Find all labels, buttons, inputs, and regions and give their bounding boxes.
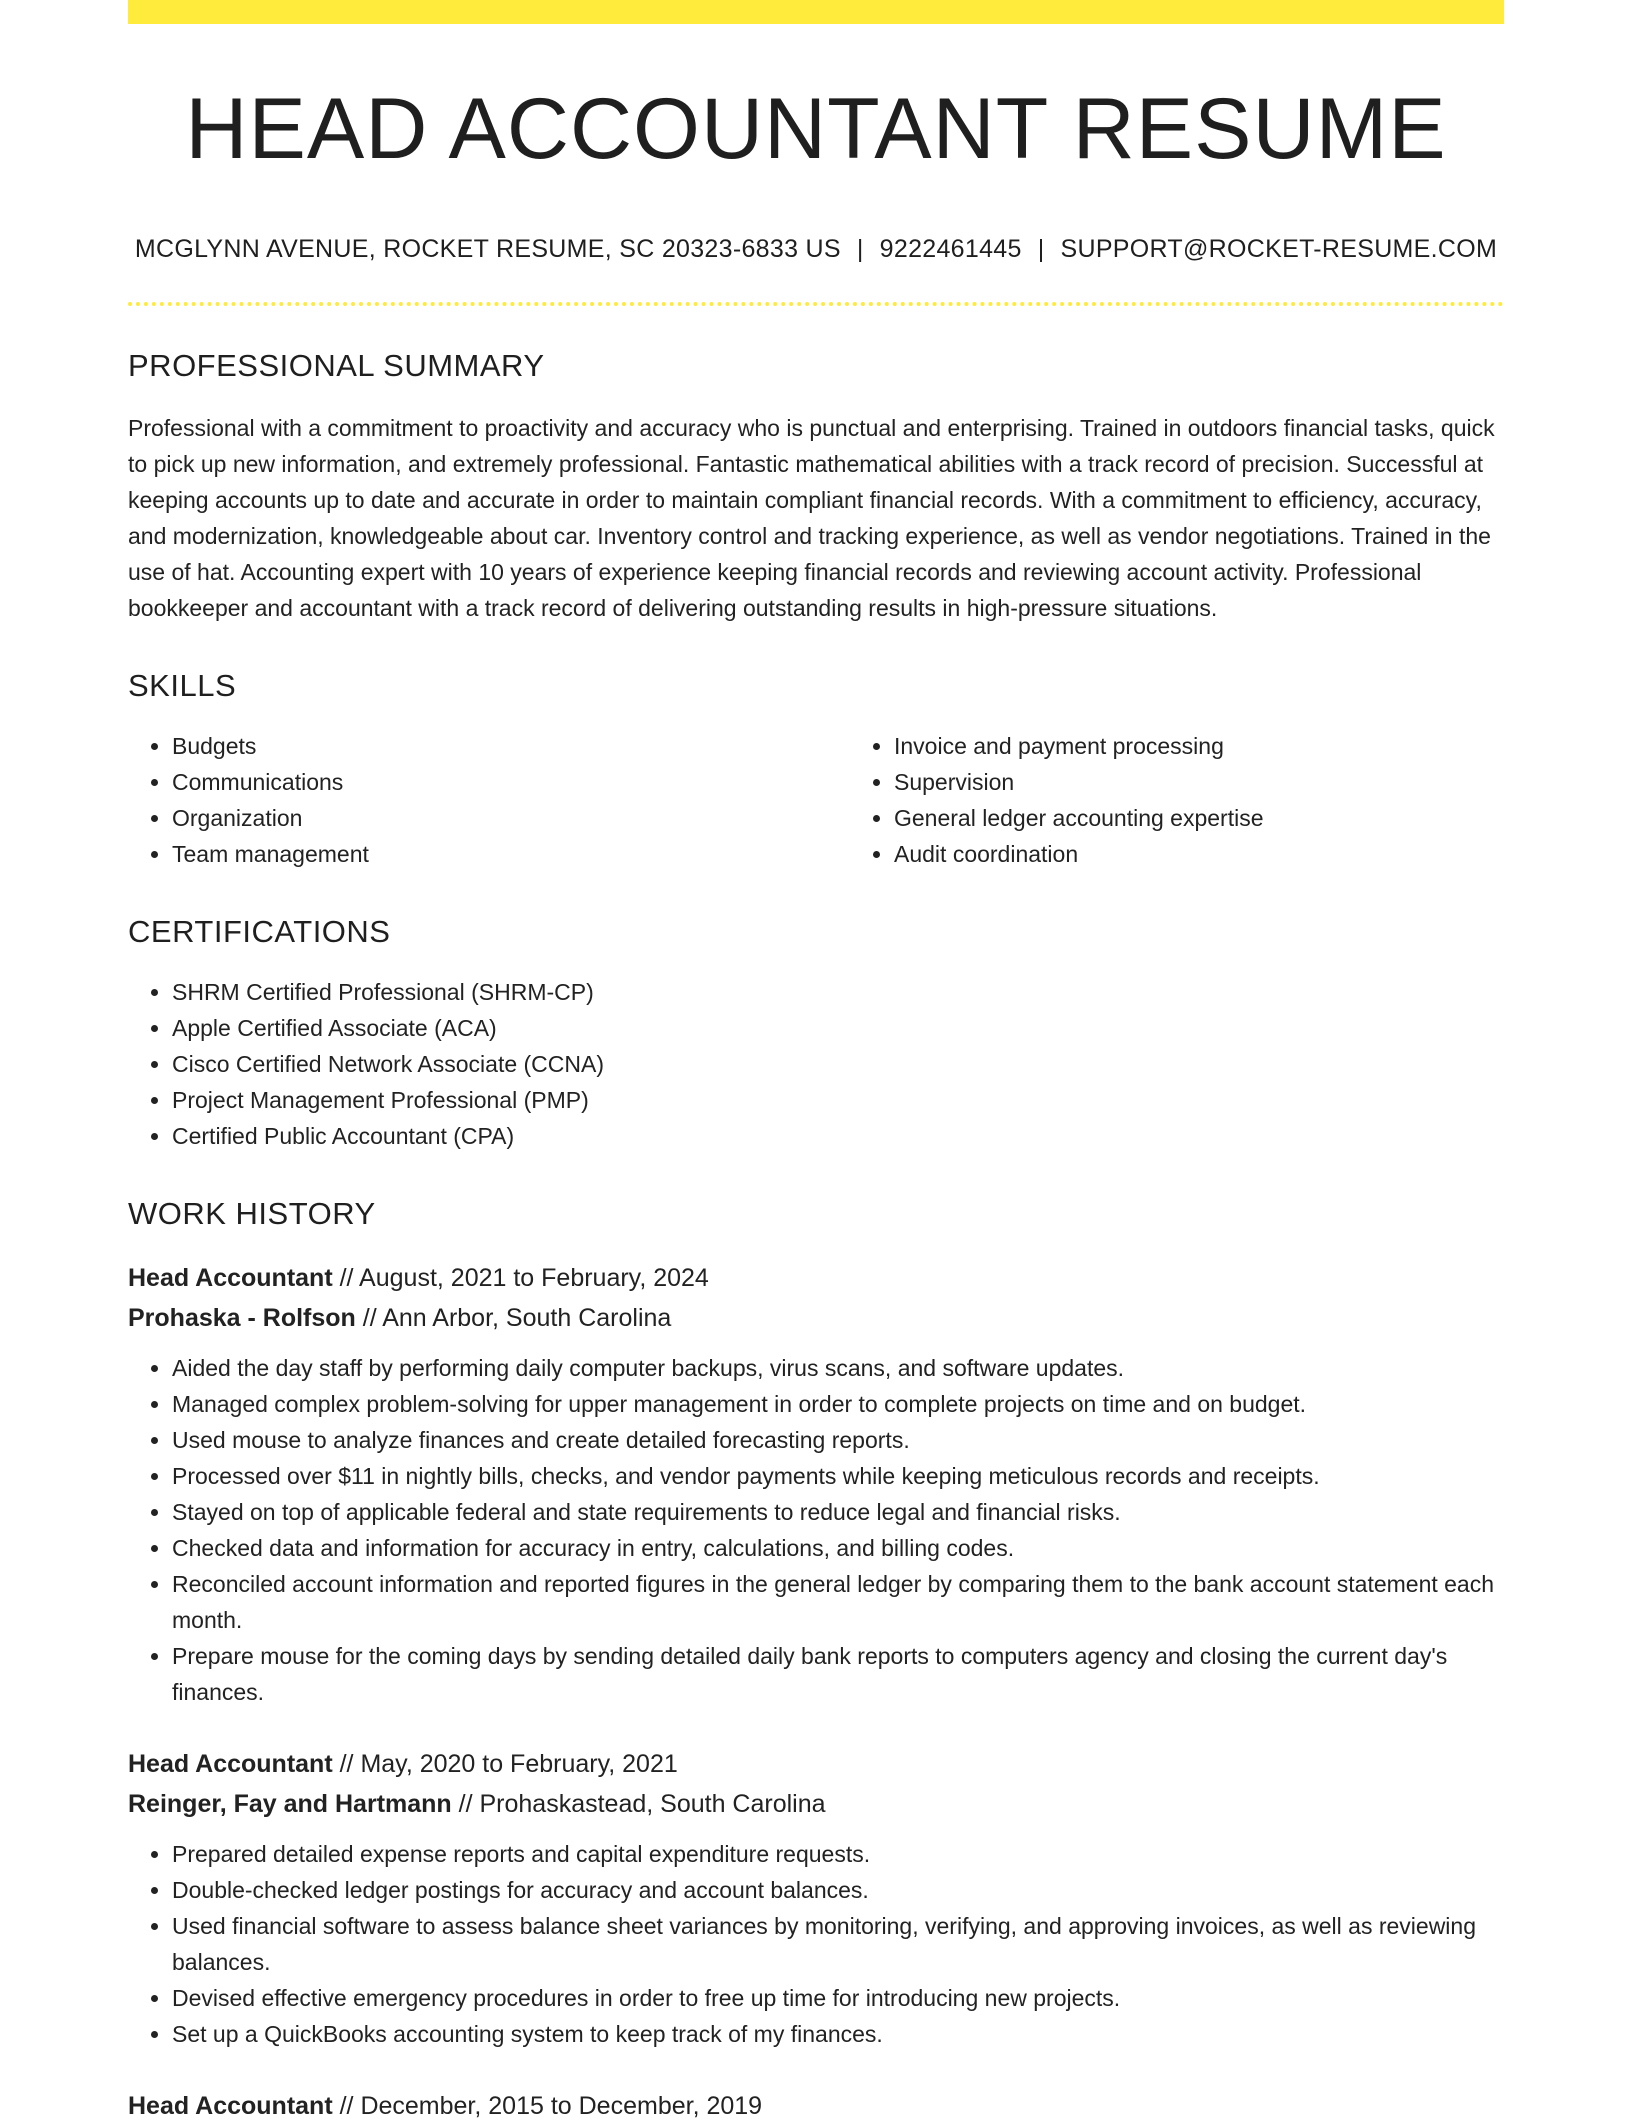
skills-heading: SKILLS	[128, 667, 237, 703]
resume-title: HEAD ACCOUNTANT RESUME	[185, 81, 1447, 177]
certifications-heading: CERTIFICATIONS	[128, 913, 391, 949]
contact-address: MCGLYNN AVENUE, ROCKET RESUME, SC 20323-6833 US	[134, 234, 841, 263]
job-title-line	[128, 1744, 1504, 1784]
dotted-divider	[128, 302, 1504, 306]
contact-phone: 9222461445	[879, 234, 1022, 263]
skill-item: • Audit coordination	[894, 836, 1572, 872]
job-company: Reinger, Fay and Hartmann	[128, 1789, 452, 1818]
job-dates: // August, 2021 to February, 2024	[332, 1263, 709, 1292]
job-title-line	[128, 2086, 1504, 2126]
skill-item: • Budgets	[172, 728, 850, 764]
job-duty-item: • Stayed on top of applicable federal and state requirements to reduce legal and financial risks.	[172, 1494, 1504, 1530]
job-entry	[128, 2086, 1504, 2126]
job-entry	[128, 1744, 1504, 2052]
job-duty-item: • Used financial software to assess balance sheet variances by monitoring, verifying, and approving invoices, as well as reviewing balances.	[172, 1908, 1504, 1980]
certification-item: • Certified Public Accountant (CPA)	[172, 1118, 1504, 1154]
job-dates: // May, 2020 to February, 2021	[332, 1749, 678, 1778]
job-duty-item: • Set up a QuickBooks accounting system to keep track of my finances.	[172, 2016, 1504, 2052]
skills-columns	[128, 704, 1504, 872]
job-location: // Ann Arbor, South Carolina	[355, 1303, 672, 1332]
job-duty-item: • Processed over $11 in nightly bills, checks, and vendor payments while keeping meticulous records and receipts.	[172, 1458, 1504, 1494]
job-dates: // December, 2015 to December, 2019	[332, 2091, 763, 2120]
skills-section	[128, 668, 1504, 872]
job-title-line	[128, 1258, 1504, 1298]
job-entry	[128, 1258, 1504, 1710]
certifications-section	[128, 914, 1504, 1154]
certification-item: • SHRM Certified Professional (SHRM-CP)	[172, 974, 1504, 1010]
job-title: Head Accountant	[128, 2091, 333, 2120]
job-duties-list	[128, 1836, 1504, 2052]
skill-item: • Invoice and payment processing	[894, 728, 1572, 764]
job-company-line	[128, 1298, 1504, 1338]
skill-item: • Team management	[172, 836, 850, 872]
job-duty-item: • Reconciled account information and reported figures in the general ledger by comparing them to the bank account statement each month.	[172, 1566, 1504, 1638]
job-header	[128, 1744, 1504, 1824]
job-duty-item: • Devised effective emergency procedures in order to free up time for introducing new projects.	[172, 1980, 1504, 2016]
skills-list-left	[128, 728, 850, 872]
job-title: Head Accountant	[128, 1263, 333, 1292]
skill-item: • General ledger accounting expertise	[894, 800, 1572, 836]
resume-page	[128, 0, 1504, 2126]
contact-line	[128, 235, 1504, 264]
contact-separator: |	[1037, 234, 1045, 263]
certification-item: • Project Management Professional (PMP)	[172, 1082, 1504, 1118]
job-duties-list	[128, 1350, 1504, 1710]
work-history-section	[128, 1196, 1504, 2126]
certifications-list	[128, 974, 1504, 1154]
job-duty-item: • Used mouse to analyze finances and create detailed forecasting reports.	[172, 1422, 1504, 1458]
job-duty-item: • Managed complex problem-solving for upper management in order to complete projects on time and on budget.	[172, 1386, 1504, 1422]
job-duty-item: • Aided the day staff by performing daily computer backups, virus scans, and software updates.	[172, 1350, 1504, 1386]
job-company: Prohaska - Rolfson	[128, 1303, 356, 1332]
work-history-heading: WORK HISTORY	[128, 1195, 376, 1231]
summary-section	[128, 348, 1504, 626]
job-location: // Prohaskastead, South Carolina	[451, 1789, 826, 1818]
job-duty-item: • Double-checked ledger postings for accuracy and account balances.	[172, 1872, 1504, 1908]
skill-item: • Communications	[172, 764, 850, 800]
job-duty-item: • Prepare mouse for the coming days by sending detailed daily bank reports to computers agency and closing the current day's finances.	[172, 1638, 1504, 1710]
job-duty-item: • Checked data and information for accuracy in entry, calculations, and billing codes.	[172, 1530, 1504, 1566]
certification-item: • Cisco Certified Network Associate (CCNA)	[172, 1046, 1504, 1082]
job-duty-item: • Prepared detailed expense reports and capital expenditure requests.	[172, 1836, 1504, 1872]
job-title: Head Accountant	[128, 1749, 333, 1778]
summary-heading: PROFESSIONAL SUMMARY	[128, 347, 545, 383]
contact-separator: |	[856, 234, 864, 263]
job-company-line	[128, 1784, 1504, 1824]
contact-email[interactable]: SUPPORT@ROCKET-RESUME.COM	[1060, 234, 1498, 263]
job-header	[128, 1258, 1504, 1338]
job-header	[128, 2086, 1504, 2126]
skill-item: • Organization	[172, 800, 850, 836]
skill-item: • Supervision	[894, 764, 1572, 800]
skills-list-right	[850, 728, 1572, 872]
certification-item: • Apple Certified Associate (ACA)	[172, 1010, 1504, 1046]
job-list	[128, 1258, 1504, 2126]
summary-text: Professional with a commitment to proactivity and accuracy who is punctual and enterprising. Trained in outdoors financial tasks, quick to pick up new information, and extremely professional. Fantastic mathematical abilities with a track record of precision. Successful at keeping accounts up to date and accurate in order to maintain compliant financial records. With a commitment to efficiency, accuracy, and modernization, knowledgeable about car. Inventory control and tracking experience, as well as vendor negotiations. Trained in the use of hat. Accounting expert with 10 years of experience keeping financial records and reviewing account activity. Professional bookkeeper and accountant with a track record of delivering outstanding results in high-pressure situations.	[128, 414, 1495, 621]
accent-bar	[128, 0, 1504, 24]
